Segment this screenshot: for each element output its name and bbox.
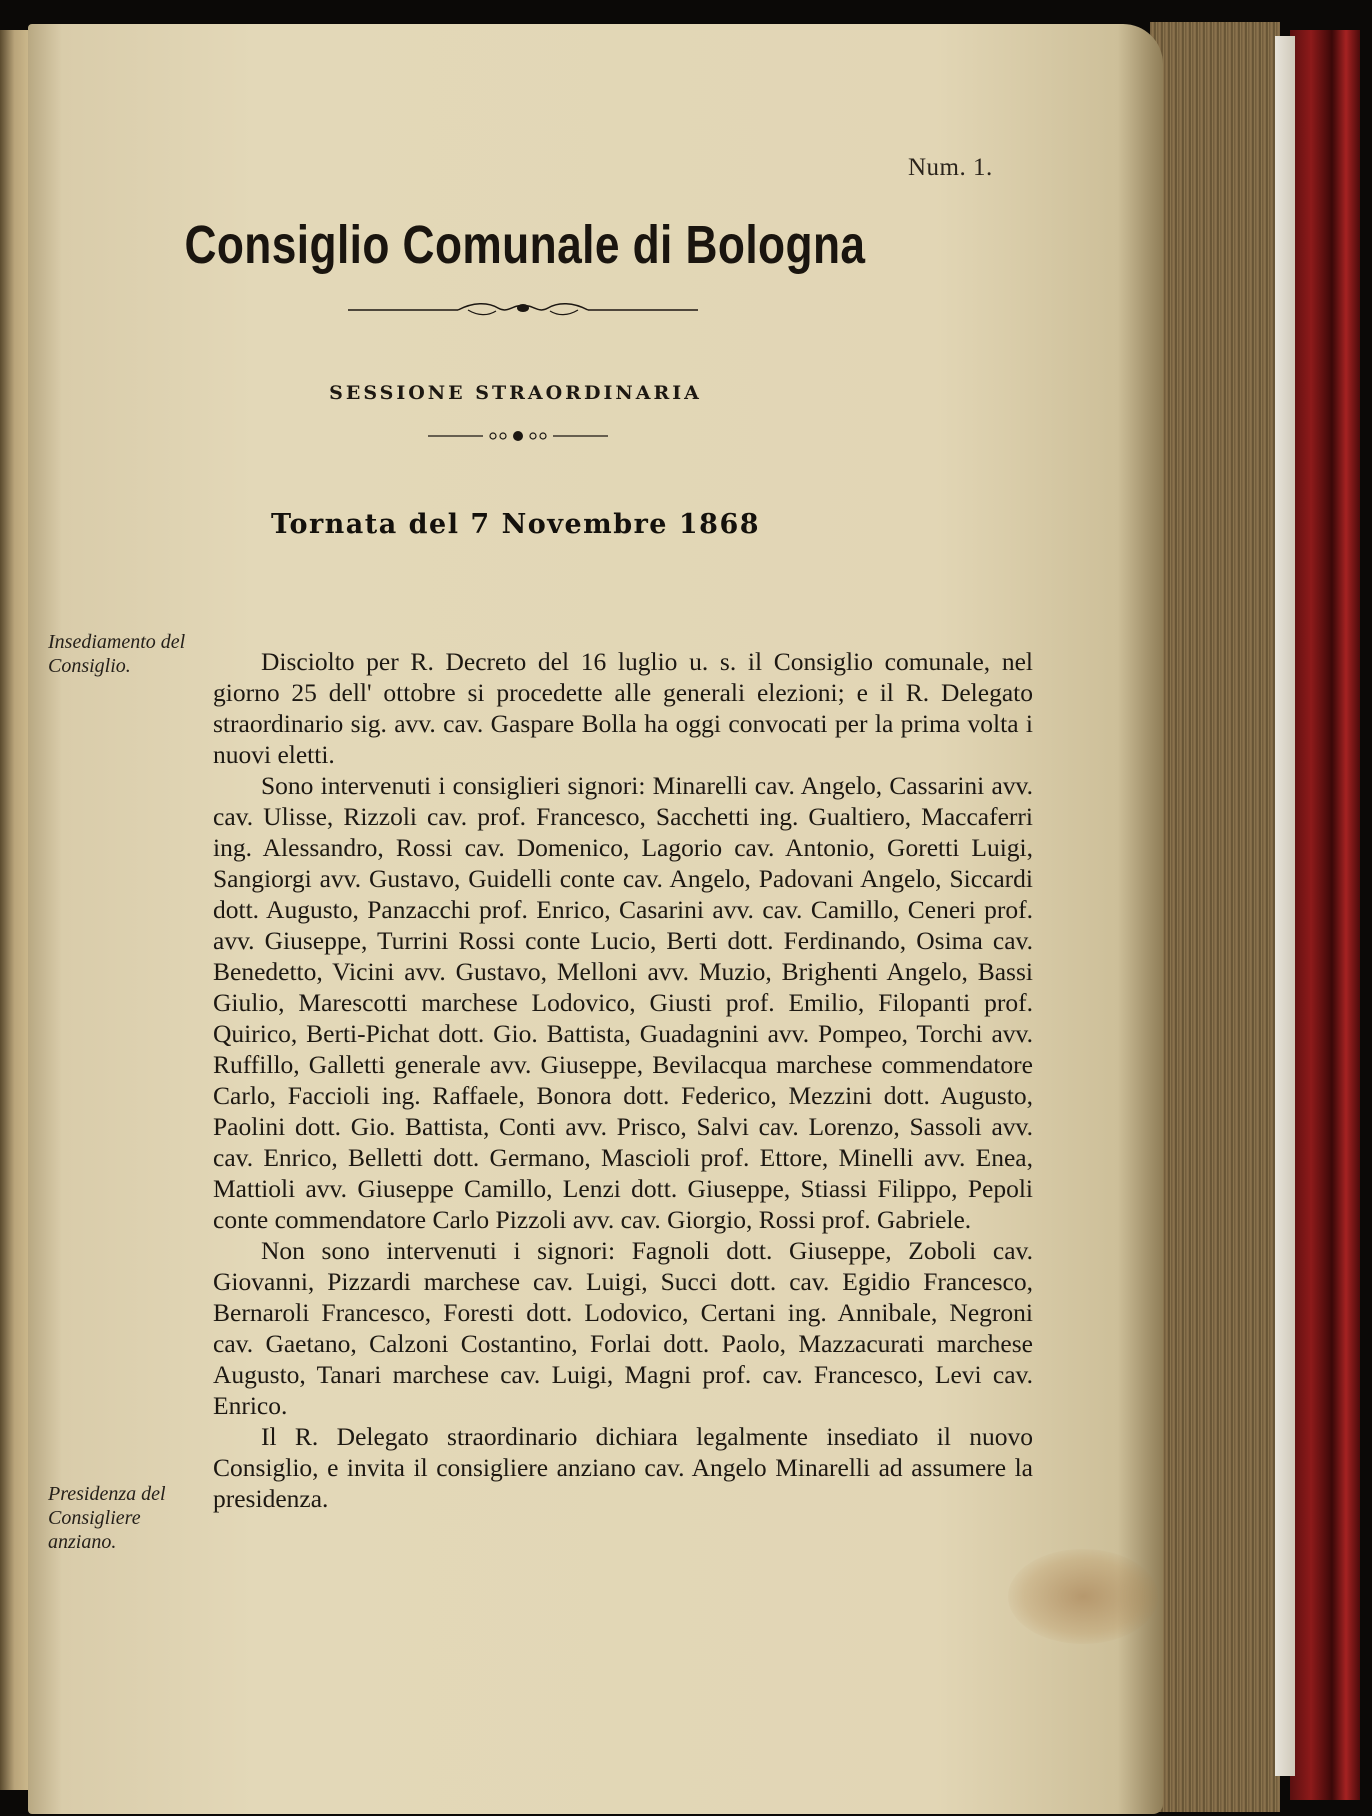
sitting-date-heading: Tornata del 7 Novembre 1868 — [270, 509, 761, 540]
margin-note-insediamento: Insediamento del Consiglio. — [48, 631, 186, 677]
body-text — [213, 646, 1033, 1514]
cover-endpaper — [1275, 36, 1295, 1776]
session-heading: SESSIONE STRAORDINARIA — [329, 382, 702, 404]
title-ornament — [348, 294, 698, 324]
book-cover-right — [1290, 30, 1360, 1800]
paragraph: Non sono intervenuti i signori: Fagnoli dott. Giuseppe, Zoboli cav. Giovanni, Pizzardi marchese cav. Luigi, Succi dott. cav. Egidio Francesco, Bernaroli Francesco, Foresti dott. Lodovico, Certani ing. Annibale, Negroni cav. Gaetano, Calzoni Costantino, Forlai dott. Paolo, Mazzacurati marchese Augusto, Tanari marchese cav. Luigi, Magni prof. cav. Francesco, Levi cav. Enrico. — [213, 1236, 1033, 1420]
paragraph: Sono intervenuti i consiglieri signori: Minarelli cav. Angelo, Cassarini avv. cav. Ulisse, Rizzoli cav. prof. Francesco, Sacchetti ing. Gualtiero, Maccaferri ing. Alessandro, Rossi cav. Domenico, Lagorio cav. Antonio, Goretti Luigi, Sangiorgi avv. Gustavo, Guidelli conte cav. Angelo, Padovani Angelo, Siccardi dott. Augusto, Panzacchi prof. Enrico, Casarini avv. cav. Camillo, Ceneri prof. avv. Giuseppe, Turrini Rossi conte Lucio, Berti dott. Ferdinando, Osima cav. Benedetto, Vicini avv. Gustavo, Melloni avv. Muzio, Brighenti Angelo, Bassi Giulio, Marescotti marchese Lodovico, Giusti prof. Emilio, Filopanti prof. Quirico, Berti-Pichat dott. Gio. Battista, Guadagnini avv. Pompeo, Torchi avv. Ruffillo, Galletti generale avv. Giuseppe, Bevilacqua marchese commendatore Carlo, Faccioli ing. Raffaele, Bonora dott. Federico, Mezzini dott. Augusto, Paolini dott. Gio. Battista, Conti avv. Prisco, Salvi cav. Lorenzo, Sassoli avv. cav. Enrico, Belletti dott. Germano, Mascioli prof. Ettore, Minelli avv. Enea, Mattioli avv. Giuseppe Camillo, Lenzi dott. Giuseppe, Stiassi Filippo, Pepoli conte commendatore Carlo Pizzoli avv. cav. Giorgio, Rossi prof. Gabriele. — [213, 771, 1033, 1234]
paper-stain — [1008, 1549, 1158, 1644]
session-ornament — [428, 426, 608, 446]
page-number: Num. 1. — [908, 154, 993, 181]
page-stack-edge — [1150, 22, 1280, 1812]
page-title: Consiglio Comunale di Bologna — [184, 215, 866, 275]
paragraph: Disciolto per R. Decreto del 16 luglio u. s. il Consiglio comunale, nel giorno 25 dell' ottobre si procedette alle generali elezioni; e il R. Delegato straordinario sig. avv. cav. Gaspare Bolla ha oggi convocati per la prima volta i nuovi eletti. — [213, 647, 1033, 769]
margin-note-presidenza: Presidenza del Consigliere anziano. — [48, 1483, 166, 1553]
document-page — [28, 24, 1163, 1814]
paragraph: Il R. Delegato straordinario dichiara legalmente insediato il nuovo Consiglio, e invita il consigliere anziano cav. Angelo Minarelli ad assumere la presidenza. — [213, 1422, 1033, 1513]
